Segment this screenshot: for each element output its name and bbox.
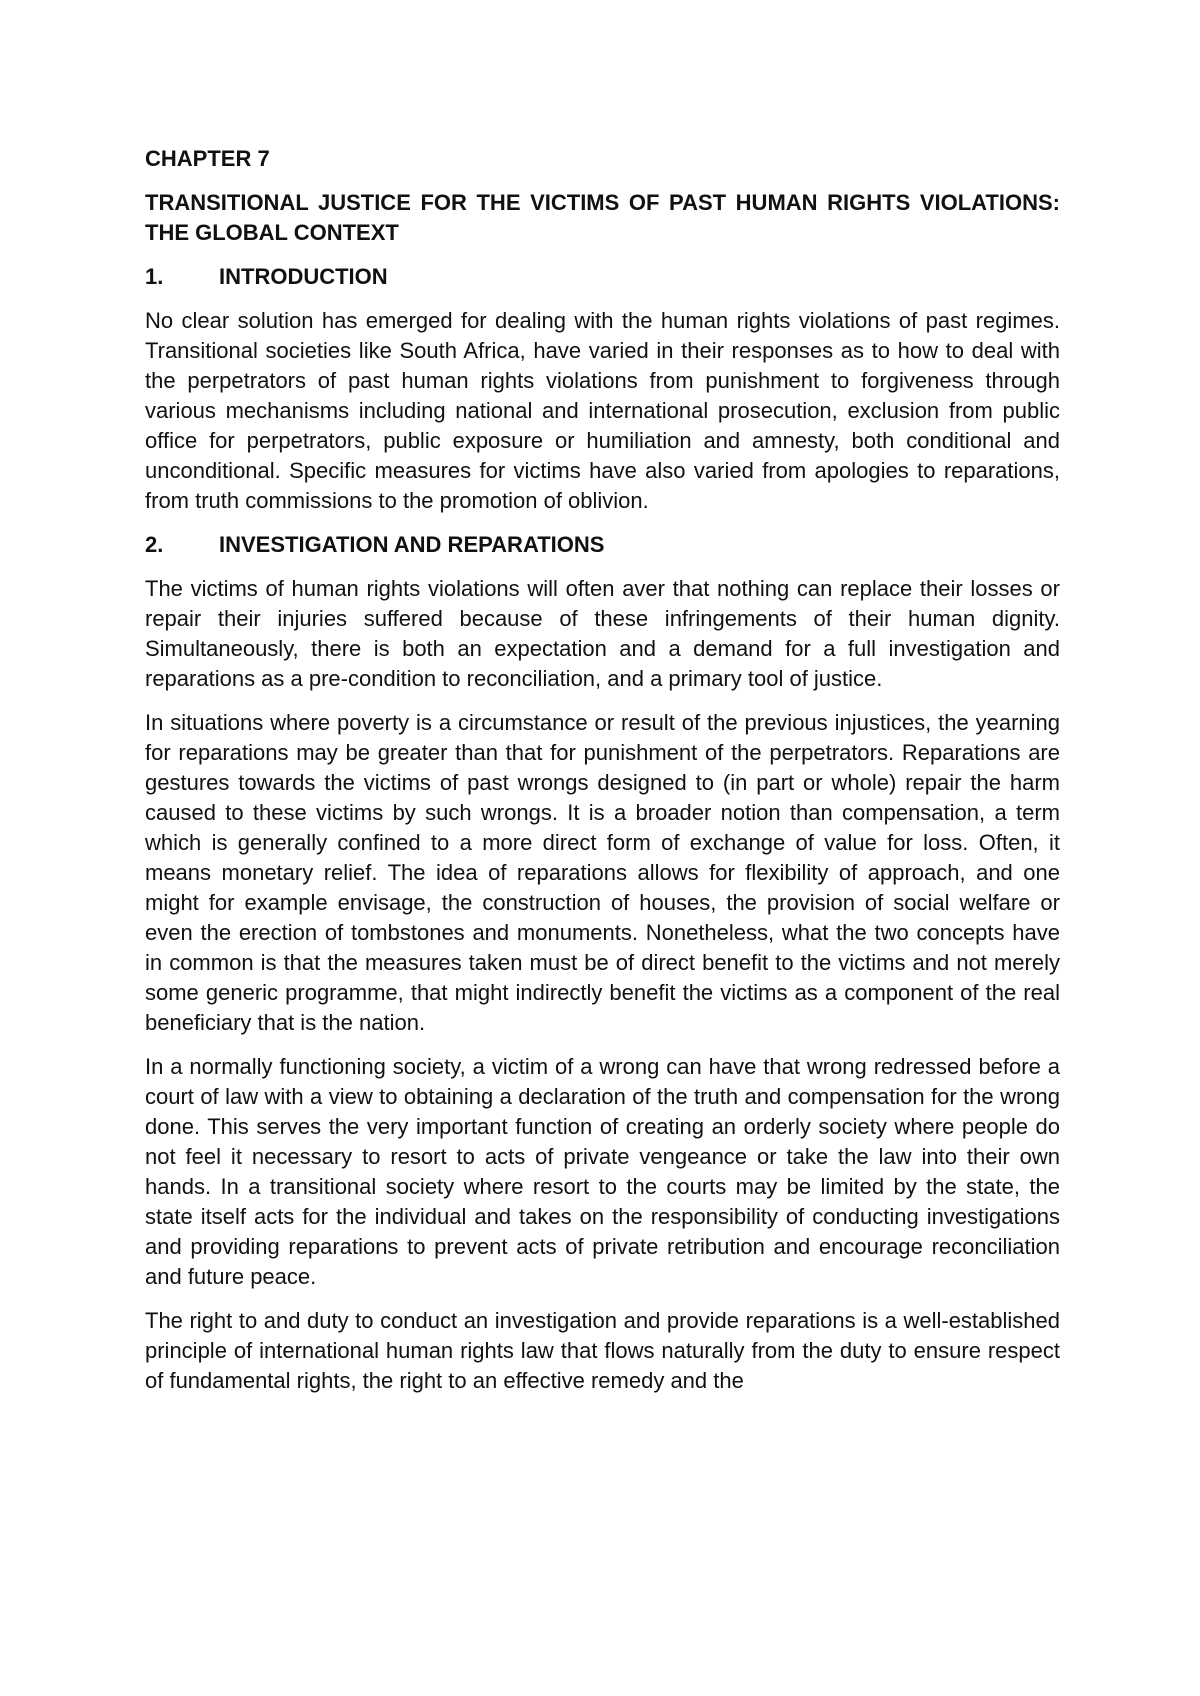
section-number: 1. xyxy=(145,264,164,289)
document-page xyxy=(145,130,1060,1396)
paragraph: The victims of human rights violations will often aver that nothing can replace their losses or repair their injuries suffered because of these infringements of their human dignity. Simultaneously, there is both an expectation and a demand for a full investigation and reparations as a pre-condition to reconciliation, and a primary tool of justice. xyxy=(145,576,1060,691)
section-title: INTRODUCTION xyxy=(219,264,388,289)
paragraph: The right to and duty to conduct an investigation and provide reparations is a well-established principle of international human rights law that flows naturally from the duty to ensure respect of fundamental rights, the right to an effective remedy and the xyxy=(145,1308,1060,1393)
paragraph: In situations where poverty is a circumstance or result of the previous injustices, the yearning for reparations may be greater than that for punishment of the perpetrators. Reparations are gestures towards the victims of past wrongs designed to (in part or whole) repair the harm caused to these victims by such wrongs. It is a broader notion than compensation, a term which is generally confined to a more direct form of exchange of value for loss. Often, it means monetary relief. The idea of reparations allows for flexibility of approach, and one might for example envisage, the construction of houses, the provision of social welfare or even the erection of tombstones and monuments. Nonetheless, what the two concepts have in common is that the measures taken must be of direct benefit to the victims and not merely some generic programme, that might indirectly benefit the victims as a component of the real beneficiary that is the nation. xyxy=(145,710,1060,1035)
paragraph: In a normally functioning society, a victim of a wrong can have that wrong redressed before a court of law with a view to obtaining a declaration of the truth and compensation for the wrong done. This serves the very important function of creating an orderly society where people do not feel it necessary to resort to acts of private vengeance or take the law into their own hands. In a transitional society where resort to the courts may be limited by the state, the state itself acts for the individual and takes on the responsibility of conducting investigations and providing reparations to prevent acts of private retribution and encourage reconciliation and future peace. xyxy=(145,1054,1060,1289)
document-title: TRANSITIONAL JUSTICE FOR THE VICTIMS OF PAST HUMAN RIGHTS VIOLATIONS: THE GLOBAL CONTEXT xyxy=(145,190,1060,245)
section-number: 2. xyxy=(145,532,164,557)
paragraph: No clear solution has emerged for dealing with the human rights violations of past regimes. Transitional societies like South Africa, have varied in their responses as to how to deal with the perpetrators of past human rights violations from punishment to forgiveness through various mechanisms including national and international prosecution, exclusion from public office for perpetrators, public exposure or humiliation and amnesty, both conditional and unconditional. Specific measures for victims have also varied from apologies to reparations, from truth commissions to the promotion of oblivion. xyxy=(145,308,1060,513)
section-title: INVESTIGATION AND REPARATIONS xyxy=(219,532,605,557)
chapter-label: CHAPTER 7 xyxy=(145,146,270,171)
section-heading-investigation-and-reparations xyxy=(145,530,1060,560)
section-heading-introduction xyxy=(145,262,1060,292)
